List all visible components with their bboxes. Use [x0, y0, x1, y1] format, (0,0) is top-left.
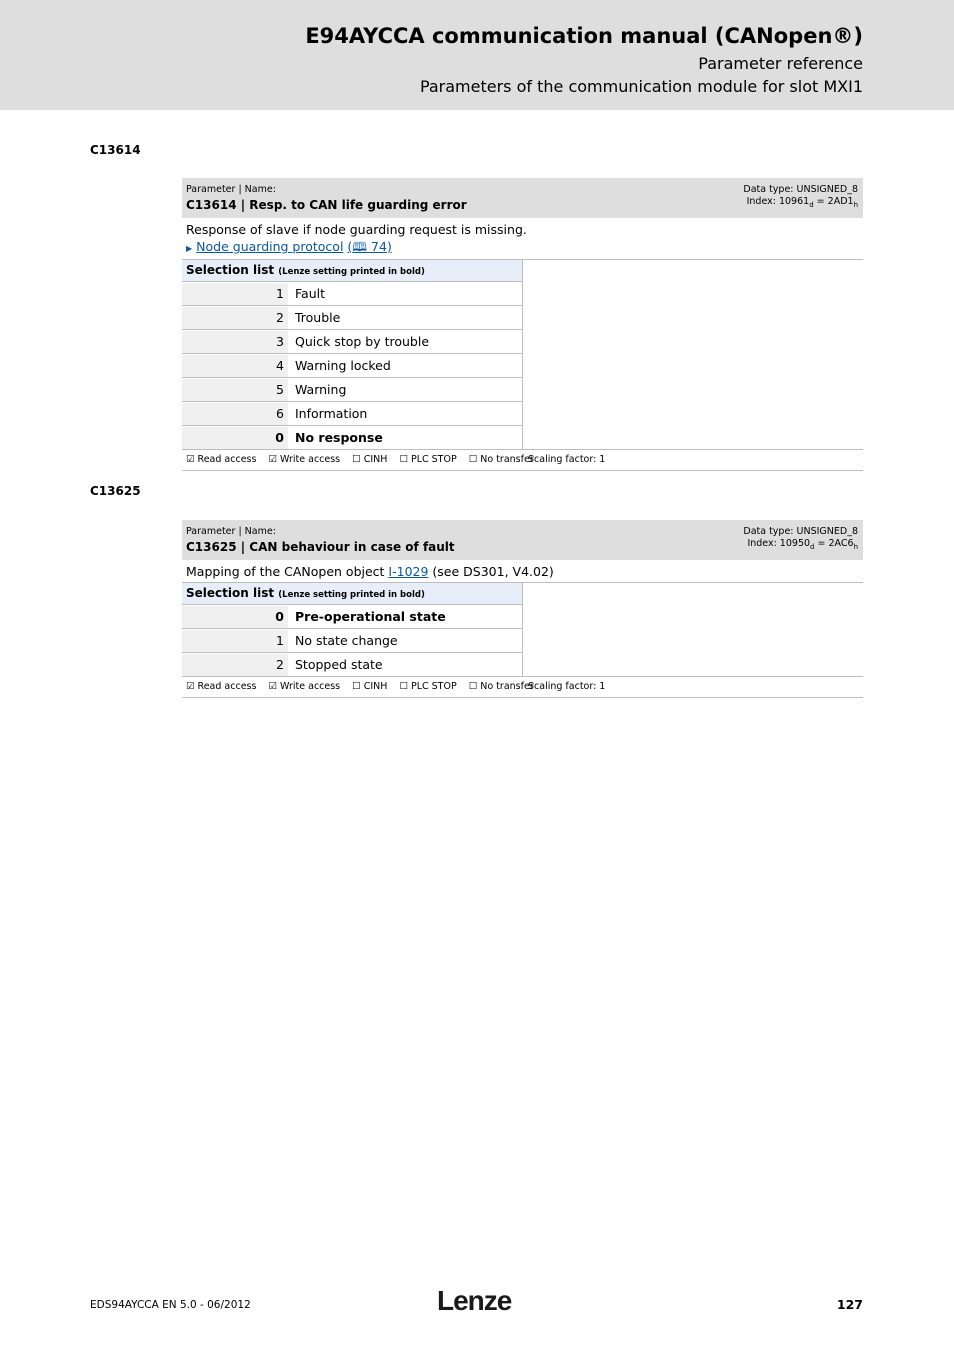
- section-label-c13625: C13625: [90, 484, 141, 498]
- parameter-header: [182, 520, 863, 560]
- parameter-header: [182, 178, 863, 218]
- parameter-table-c13614: [182, 178, 863, 471]
- access-flags: [182, 450, 863, 471]
- description-text: Mapping of the CANopen object I-1029 (see DS301, V4.02): [186, 564, 554, 579]
- list-item: 4 Warning locked: [182, 355, 522, 378]
- no-transfer-flag: ☐ No transfer: [468, 681, 534, 692]
- cinh-flag: ☐ CINH: [352, 454, 388, 465]
- parameter-table-c13625: [182, 520, 863, 698]
- page-header: [0, 0, 954, 110]
- chapter-title: Parameter reference: [698, 54, 863, 73]
- svg-text:Lenze: Lenze: [437, 1286, 512, 1314]
- data-type: Data type: UNSIGNED_8: [743, 526, 858, 537]
- arrow-right-icon: ▶: [186, 244, 193, 253]
- page-number: 127: [836, 1297, 863, 1312]
- read-access-flag: ☑ Read access: [186, 681, 257, 692]
- parameter-name: C13614 | Resp. to CAN life guarding error: [186, 198, 467, 212]
- manual-title: E94AYCCA communication manual (CANopen®): [305, 24, 863, 48]
- access-flags: [182, 677, 863, 698]
- page-reference-link[interactable]: (🕮 74): [347, 239, 392, 254]
- selection-list: [182, 260, 863, 450]
- node-guarding-link[interactable]: Node guarding protocol: [196, 239, 344, 254]
- description-text: Response of slave if node guarding request is missing.: [186, 222, 527, 237]
- document-id: EDS94AYCCA EN 5.0 - 06/2012: [90, 1299, 251, 1311]
- data-type: Data type: UNSIGNED_8: [743, 184, 858, 195]
- lenze-logo: [437, 1286, 517, 1318]
- book-icon: 🕮: [352, 239, 368, 254]
- list-item: 5 Warning: [182, 379, 522, 402]
- parameter-description: [182, 218, 863, 260]
- scaling-factor: Scaling factor: 1: [528, 454, 606, 465]
- list-item: 6 Information: [182, 403, 522, 426]
- parameter-name: C13625 | CAN behaviour in case of fault: [186, 540, 455, 554]
- list-item-default: 0 Pre-operational state: [182, 606, 522, 629]
- object-i1029-link[interactable]: I-1029: [388, 564, 429, 579]
- parameter-description: [182, 560, 863, 583]
- list-item: 1 No state change: [182, 630, 522, 653]
- list-item: 2 Stopped state: [182, 654, 522, 676]
- plc-stop-flag: ☐ PLC STOP: [399, 454, 457, 465]
- parameter-index: Index: $10961_d = 2AD1_h$: [746, 196, 858, 209]
- selection-list: [182, 583, 863, 677]
- cross-reference: [186, 238, 859, 257]
- plc-stop-flag: ☐ PLC STOP: [399, 681, 457, 692]
- list-item-default: 0 No response: [182, 427, 522, 449]
- parameter-index: Index: $10950_d = 2AC6_h$: [747, 538, 858, 551]
- selection-list-header: Selection list (Lenze setting printed in bold): [182, 260, 522, 282]
- parameter-name-label: Parameter | Name:: [186, 184, 276, 195]
- selection-list-header: Selection list (Lenze setting printed in bold): [182, 583, 522, 605]
- cinh-flag: ☐ CINH: [352, 681, 388, 692]
- selection-list-blank: [522, 583, 863, 676]
- section-title: Parameters of the communication module for slot MXI1: [419, 77, 863, 96]
- parameter-name-label: Parameter | Name:: [186, 526, 276, 537]
- write-access-flag: ☑ Write access: [268, 681, 341, 692]
- selection-list-blank: [522, 260, 863, 449]
- write-access-flag: ☑ Write access: [268, 454, 341, 465]
- section-label-c13614: C13614: [90, 143, 141, 157]
- read-access-flag: ☑ Read access: [186, 454, 257, 465]
- list-item: 2 Trouble: [182, 307, 522, 330]
- scaling-factor: Scaling factor: 1: [528, 681, 606, 692]
- list-item: 1 Fault: [182, 283, 522, 306]
- list-item: 3 Quick stop by trouble: [182, 331, 522, 354]
- no-transfer-flag: ☐ No transfer: [468, 454, 534, 465]
